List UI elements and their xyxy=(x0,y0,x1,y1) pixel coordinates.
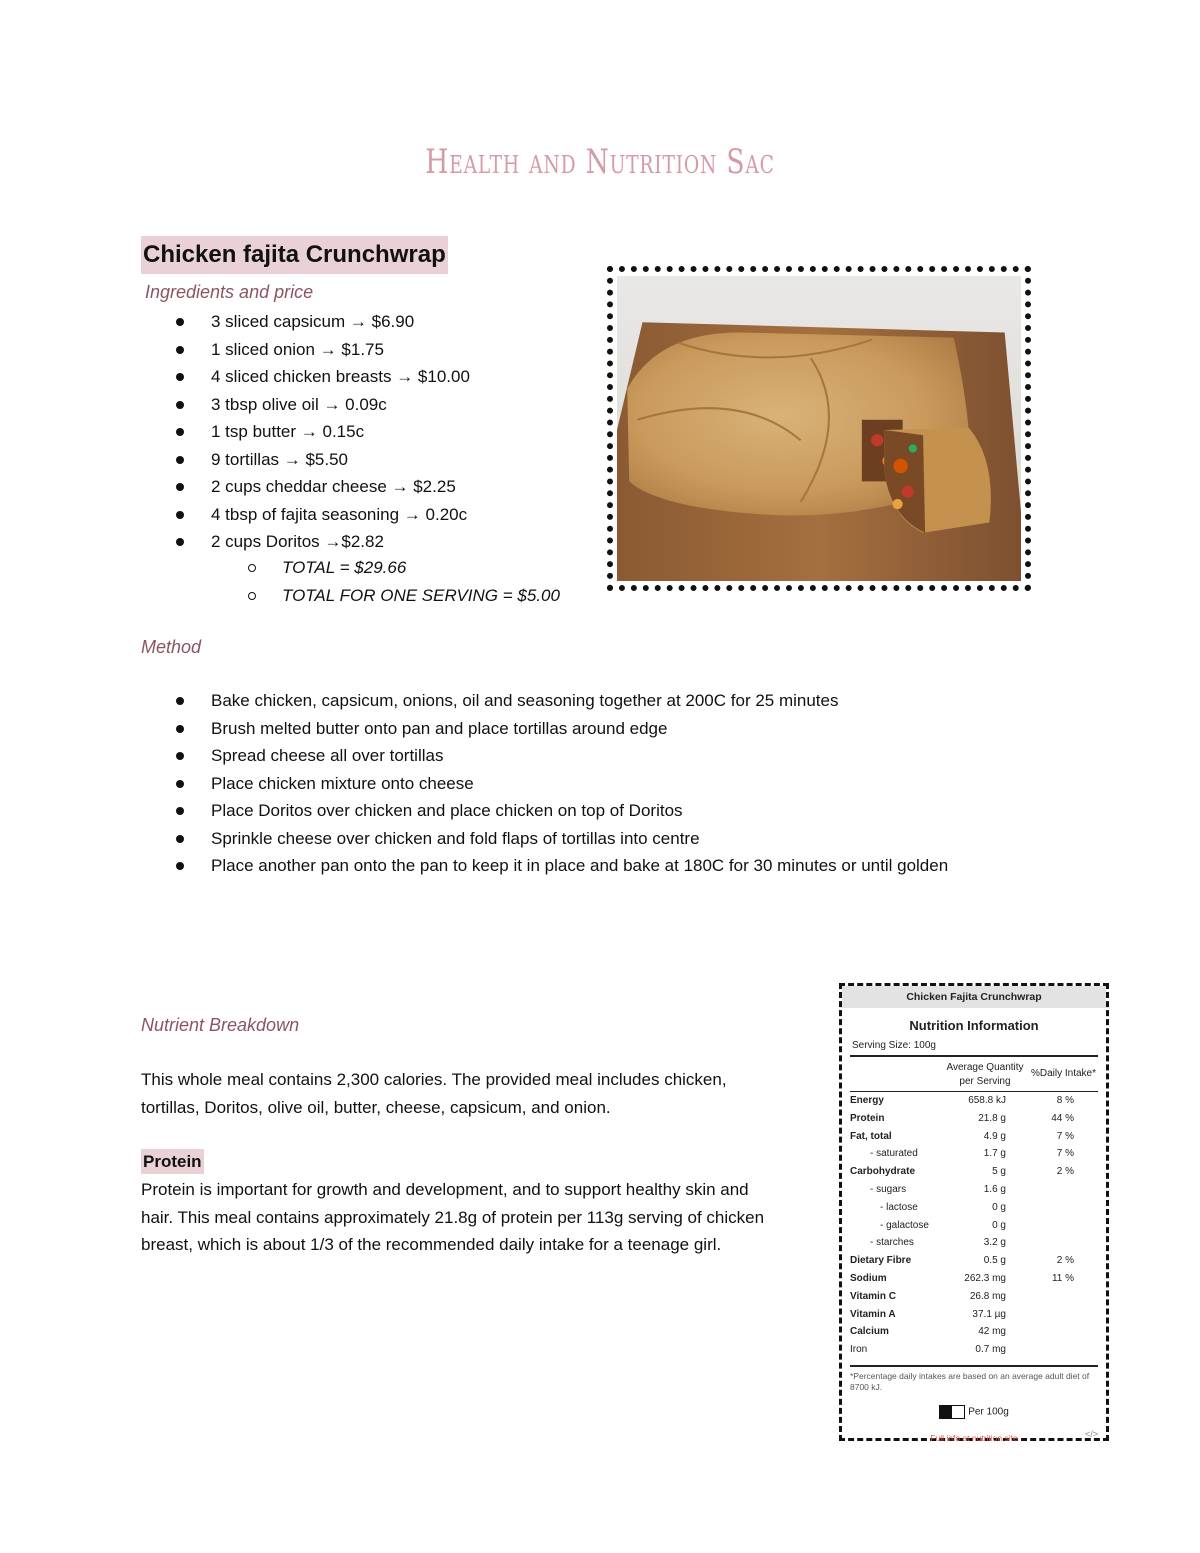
nutrition-row xyxy=(850,1199,1098,1217)
nutrient-name: Vitamin A xyxy=(850,1308,896,1320)
total-item: TOTAL FOR ONE SERVING = $5.00 xyxy=(236,582,560,610)
recipe-title: Chicken fajita Crunchwrap xyxy=(141,236,448,274)
nutrient-name: - sugars xyxy=(870,1183,907,1195)
crunchwrap-photo xyxy=(617,276,1021,581)
nutrition-row xyxy=(850,1323,1098,1341)
nutrition-row xyxy=(850,1341,1098,1359)
nutrient-name: Energy xyxy=(850,1095,884,1106)
list-item: Bake chicken, capsicum, onions, oil and seasoning together at 200C for 25 minutes xyxy=(165,687,948,715)
nutrient-intro xyxy=(141,1066,821,1121)
nutrient-name: Vitamin C xyxy=(850,1290,896,1302)
list-item: 1 sliced onion → $1.75 xyxy=(165,336,470,364)
serving-size: Serving Size: 100g xyxy=(852,1040,936,1051)
intro-line: tortillas, Doritos, olive oil, butter, cheese, capsicum, and onion. xyxy=(141,1097,611,1117)
nutrition-row xyxy=(850,1110,1098,1128)
nutrition-row xyxy=(850,1234,1098,1252)
source-link-text[interactable]: Full info at nutrition site xyxy=(930,1432,1018,1443)
nutrient-quantity: 26.8 mg xyxy=(969,1290,1006,1302)
nutrition-row xyxy=(850,1217,1098,1235)
nutrition-row xyxy=(850,1092,1098,1110)
nutrition-row xyxy=(850,1270,1098,1288)
list-item: Spread cheese all over tortillas xyxy=(165,742,948,770)
nutrient-name: Calcium xyxy=(850,1326,889,1338)
list-item: 2 cups cheddar cheese → $2.25 xyxy=(165,473,470,501)
nutrition-legend xyxy=(842,1405,1106,1419)
nutrient-quantity: 0.7 mg xyxy=(975,1344,1006,1356)
list-item: 4 tbsp of fajita seasoning → 0.20c xyxy=(165,501,470,529)
protein-line: breast, which is about 1/3 of the recommended daily intake for a teenage girl. xyxy=(141,1235,722,1254)
nutrient-quantity: 0.5 g xyxy=(983,1255,1006,1267)
nutrient-quantity: 658.8 kJ xyxy=(968,1095,1006,1106)
nutrient-name: Protein xyxy=(850,1112,885,1124)
list-item: Place Doritos over chicken and place chicken on top of Doritos xyxy=(165,797,948,825)
nutrition-panel-header: Chicken Fajita Crunchwrap xyxy=(842,986,1106,1008)
nutrient-quantity: 1.6 g xyxy=(983,1183,1006,1195)
nutrient-name: Iron xyxy=(850,1344,868,1356)
ingredients-list xyxy=(165,308,470,556)
nutrient-name: Dietary Fibre xyxy=(850,1255,912,1267)
list-item: Brush melted butter onto pan and place tortillas around edge xyxy=(165,715,948,743)
list-item: 2 cups Doritos →$2.82 xyxy=(165,528,470,556)
quantity-header-line: Average Quantity xyxy=(946,1062,1024,1073)
nutrient-quantity: 4.9 g xyxy=(983,1130,1006,1142)
method-heading: Method xyxy=(141,637,202,657)
nutrition-row xyxy=(850,1252,1098,1270)
list-item: Sprinkle cheese over chicken and fold flaps of tortillas into centre xyxy=(165,825,948,853)
nutrient-daily-intake: 8 % xyxy=(1056,1095,1074,1106)
nutrient-quantity: 0 g xyxy=(992,1201,1006,1213)
protein-paragraph xyxy=(141,1176,821,1259)
nutrition-row xyxy=(850,1128,1098,1146)
nutrient-daily-intake: 44 % xyxy=(1051,1112,1074,1124)
ingredients-heading: Ingredients and price xyxy=(145,282,314,302)
method-list xyxy=(165,687,948,880)
totals-list xyxy=(236,554,560,610)
protein-line: Protein is important for growth and development, and to support healthy skin and xyxy=(141,1180,749,1199)
nutrient-daily-intake: 2 % xyxy=(1056,1255,1074,1267)
nutrient-quantity: 21.8 g xyxy=(978,1112,1006,1124)
nutrient-quantity: 5 g xyxy=(992,1166,1006,1178)
list-item: 9 tortillas → $5.50 xyxy=(165,446,470,474)
intro-line: This whole meal contains 2,300 calories. The provided meal includes chicken, xyxy=(141,1070,727,1089)
document-title: Health and Nutrition Sac xyxy=(425,142,775,182)
protein-heading: Protein xyxy=(141,1149,204,1174)
legend-swatch-icon xyxy=(939,1405,965,1419)
nutrient-name: Sodium xyxy=(850,1272,887,1284)
nutrition-column-headers xyxy=(850,1057,1098,1092)
embed-code-icon[interactable]: </> xyxy=(1084,1428,1098,1439)
list-item: 4 sliced chicken breasts → $10.00 xyxy=(165,363,470,391)
nutrition-row xyxy=(850,1145,1098,1163)
nutrition-row xyxy=(850,1306,1098,1324)
nutrient-name: - galactose xyxy=(880,1219,929,1231)
nutrient-quantity: 1.7 g xyxy=(983,1148,1006,1160)
daily-intake-column-header: %Daily Intake* xyxy=(1030,1068,1096,1079)
nutrient-quantity: 3.2 g xyxy=(983,1237,1006,1249)
quantity-header-line: per Serving xyxy=(959,1076,1011,1087)
nutrient-quantity: 0 g xyxy=(992,1219,1006,1231)
nutrient-name: Fat, total xyxy=(850,1130,892,1142)
total-item: TOTAL = $29.66 xyxy=(236,554,560,582)
nutrient-daily-intake: 2 % xyxy=(1056,1166,1074,1178)
nutrient-daily-intake: 11 % xyxy=(1051,1272,1074,1284)
nutrition-row xyxy=(850,1181,1098,1199)
legend-label: Per 100g xyxy=(968,1406,1009,1418)
nutrient-quantity: 37.1 µg xyxy=(972,1308,1006,1320)
nutrient-breakdown-heading: Nutrient Breakdown xyxy=(141,1015,300,1035)
nutrition-row xyxy=(850,1163,1098,1181)
protein-line: hair. This meal contains approximately 21.8g of protein per 113g serving of chicken xyxy=(141,1207,765,1227)
nutrition-footnote: *Percentage daily intakes are based on an average adult diet of 8700 kJ. xyxy=(850,1365,1098,1393)
nutrient-daily-intake: 7 % xyxy=(1056,1148,1074,1160)
nutrition-row xyxy=(850,1288,1098,1306)
nutrient-name: - lactose xyxy=(880,1201,918,1213)
quantity-column-header xyxy=(930,1061,1040,1089)
nutrition-panel xyxy=(839,983,1109,1441)
list-item: 3 sliced capsicum → $6.90 xyxy=(165,308,470,336)
list-item: 3 tbsp olive oil → 0.09c xyxy=(165,391,470,419)
nutrient-quantity: 42 mg xyxy=(978,1326,1006,1338)
crunchwrap-photo-frame xyxy=(607,266,1031,591)
nutrient-daily-intake: 7 % xyxy=(1056,1130,1074,1142)
nutrient-name: Carbohydrate xyxy=(850,1166,916,1178)
nutrition-source-link[interactable] xyxy=(842,1428,1106,1443)
nutrient-name: - starches xyxy=(870,1237,914,1249)
nutrition-panel-title: Nutrition Information xyxy=(909,1018,1039,1033)
list-item: Place chicken mixture onto cheese xyxy=(165,770,948,798)
nutrient-name: - saturated xyxy=(870,1148,918,1160)
nutrient-quantity: 262.3 mg xyxy=(964,1272,1006,1284)
list-item: Place another pan onto the pan to keep it in place and bake at 180C for 30 minutes or until golden xyxy=(165,852,948,880)
list-item: 1 tsp butter → 0.15c xyxy=(165,418,470,446)
